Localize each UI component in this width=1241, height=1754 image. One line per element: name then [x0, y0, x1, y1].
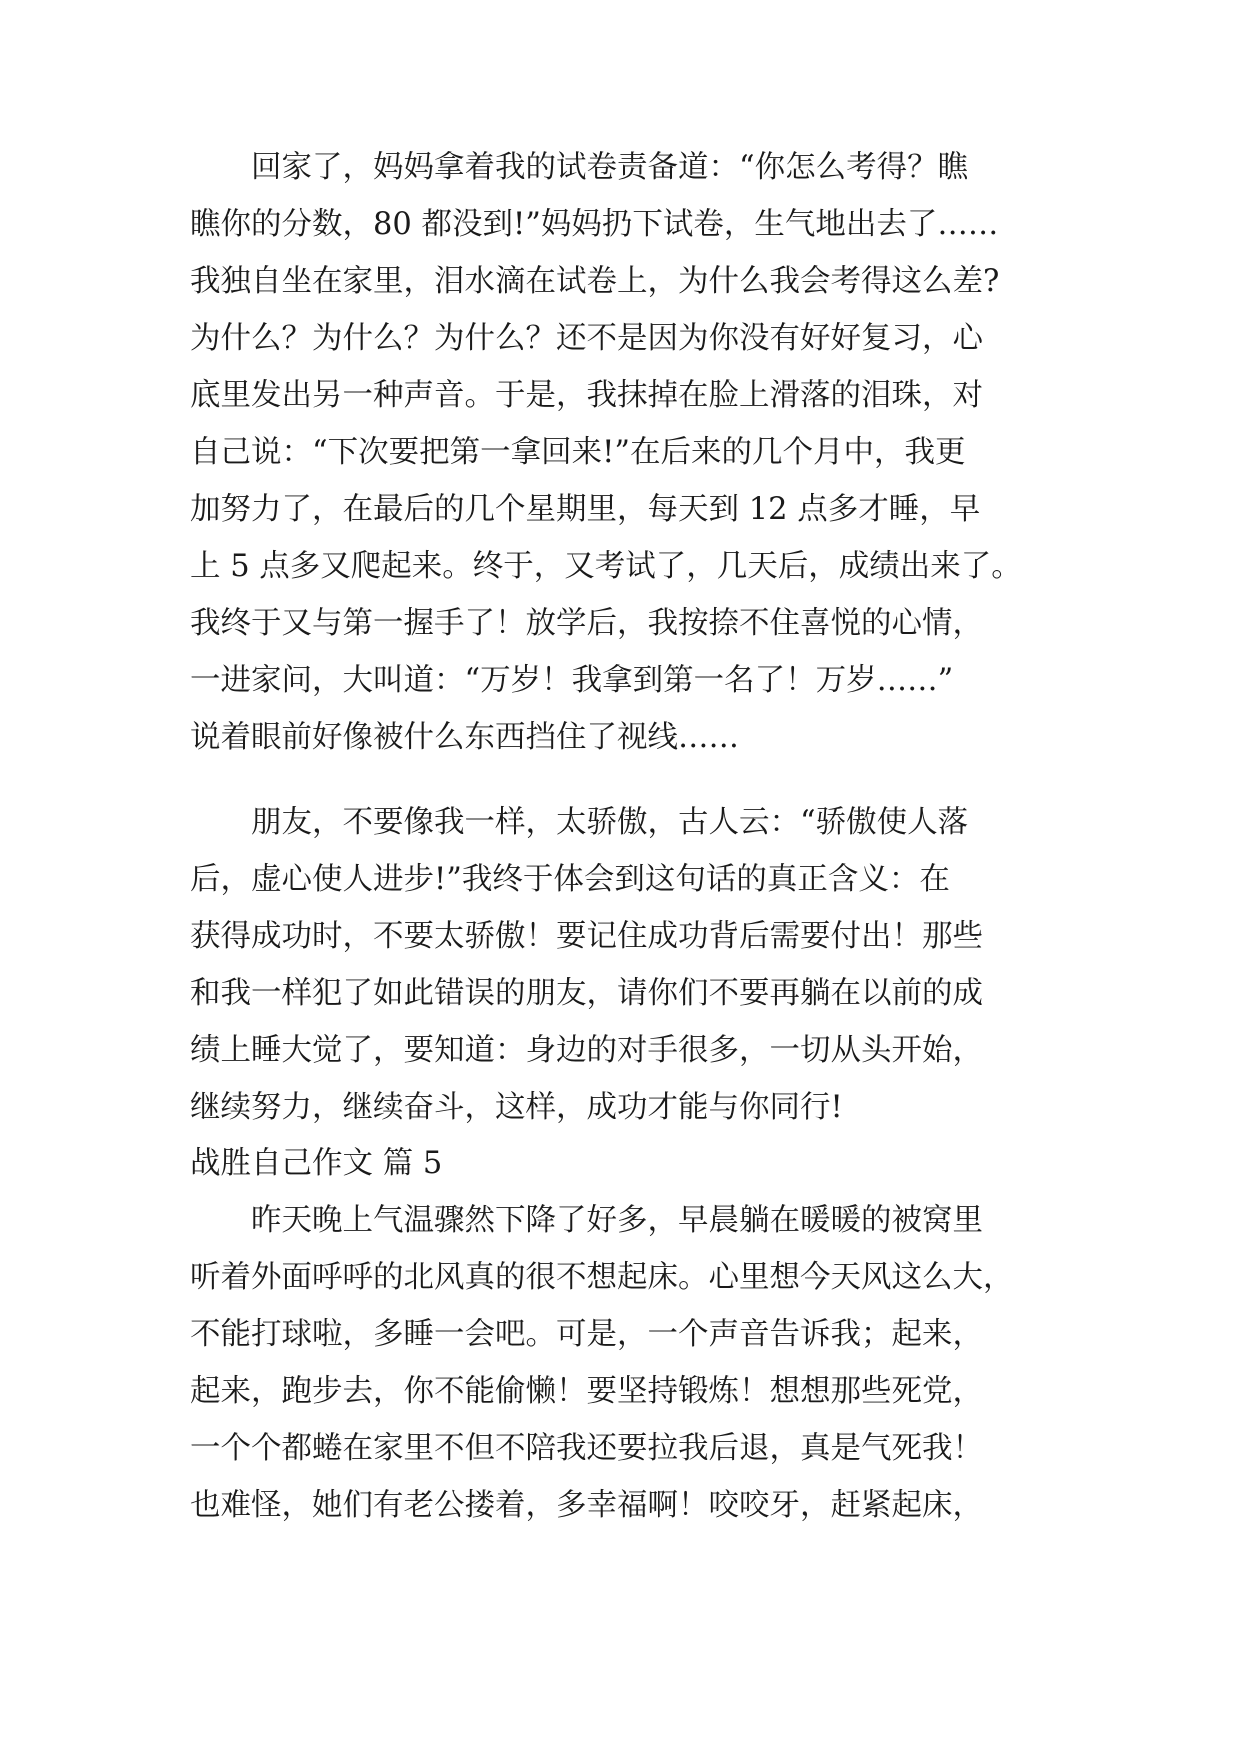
- paragraph-1-line-6: 自己说：“下次要把第一拿回来!”在后来的几个月中，我更: [190, 435, 966, 470]
- paragraph-1-line-10: 一进家问，大叫道：“万岁！我拿到第一名了！万岁……”: [190, 663, 954, 698]
- paragraph-2-line-5: 绩上睡大觉了，要知道：身边的对手很多，一切从头开始，: [190, 1033, 983, 1068]
- paragraph-1-line-2: 瞧你的分数，80 都没到!”妈妈扔下试卷，生气地出去了……: [190, 207, 999, 242]
- paragraph-1-line-8: 上 5 点多又爬起来。终于，又考试了，几天后，成绩出来了。: [190, 549, 1022, 584]
- paragraph-3-line-1: 昨天晚上气温骤然下降了好多，早晨躺在暖暖的被窝里: [190, 1203, 983, 1238]
- paragraph-3-line-4: 起来，跑步去，你不能偷懒！要坚持锻炼！想想那些死党，: [190, 1374, 983, 1409]
- paragraph-1-line-5: 底里发出另一种声音。于是，我抹掉在脸上滑落的泪珠，对: [190, 378, 983, 413]
- paragraph-1-line-7: 加努力了，在最后的几个星期里，每天到 12 点多才睡，早: [190, 492, 981, 527]
- paragraph-2-line-4: 和我一样犯了如此错误的朋友，请你们不要再躺在以前的成: [190, 976, 983, 1011]
- section-heading: 战胜自己作文 篇 5: [190, 1146, 443, 1181]
- paragraph-3-line-3: 不能打球啦，多睡一会吧。可是，一个声音告诉我；起来，: [190, 1317, 983, 1352]
- paragraph-3-line-6: 也难怪，她们有老公搂着，多幸福啊！咬咬牙，赶紧起床，: [190, 1488, 983, 1523]
- paragraph-1-line-3: 我独自坐在家里，泪水滴在试卷上，为什么我会考得这么差?: [190, 264, 1000, 299]
- paragraph-2-line-2: 后，虚心使人进步!”我终于体会到这句话的真正含义：在: [190, 862, 950, 897]
- paragraph-1-line-4: 为什么？为什么？为什么？还不是因为你没有好好复习，心: [190, 321, 983, 356]
- paragraph-1-line-1: 回家了，妈妈拿着我的试卷责备道：“你怎么考得？瞧: [190, 150, 969, 185]
- paragraph-2-line-3: 获得成功时，不要太骄傲！要记住成功背后需要付出！那些: [190, 919, 983, 954]
- paragraph-3-line-5: 一个个都蜷在家里不但不陪我还要拉我后退，真是气死我！: [190, 1431, 983, 1466]
- paragraph-2-line-6: 继续努力，继续奋斗，这样，成功才能与你同行!: [190, 1090, 843, 1125]
- paragraph-1-line-11: 说着眼前好像被什么东西挡住了视线……: [190, 720, 739, 755]
- paragraph-2-line-1: 朋友，不要像我一样，太骄傲，古人云：“骄傲使人落: [190, 805, 969, 840]
- paragraph-3-line-2: 听着外面呼呼的北风真的很不想起床。心里想今天风这么大，: [190, 1260, 1014, 1295]
- paragraph-1-line-9: 我终于又与第一握手了！放学后，我按捺不住喜悦的心情，: [190, 606, 983, 641]
